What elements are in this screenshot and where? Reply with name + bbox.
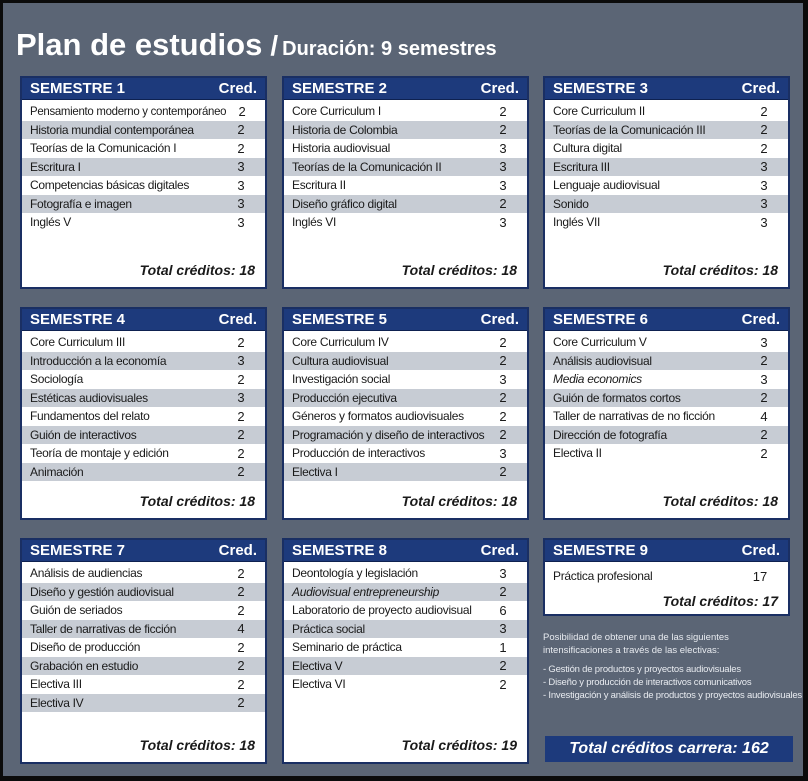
- course-credits: 2: [499, 390, 507, 406]
- course-credits: 2: [499, 103, 507, 119]
- course-name: Guión de seriados: [30, 603, 123, 618]
- course-credits: 3: [237, 390, 245, 406]
- course-name: Producción de interactivos: [292, 446, 425, 461]
- course-name: Core Curriculum II: [553, 104, 645, 119]
- course-credits: 2: [237, 334, 245, 350]
- semester-card: [282, 538, 529, 764]
- course-credits: 2: [237, 695, 245, 711]
- course-row: [22, 370, 265, 389]
- semester-title: SEMESTRE 8: [292, 542, 388, 559]
- course-credits: 4: [760, 408, 768, 424]
- semester-card: [20, 307, 267, 520]
- course-name: Fotografía e imagen: [30, 196, 132, 211]
- course-row: [22, 694, 265, 713]
- semester-card: [20, 76, 267, 289]
- curriculum-page: [3, 3, 803, 776]
- course-credits: 2: [499, 353, 507, 369]
- semester-header: [284, 78, 527, 100]
- course-credits: 1: [499, 639, 507, 655]
- course-row: [22, 620, 265, 639]
- course-row: [284, 426, 527, 445]
- course-name: Electiva V: [292, 658, 343, 673]
- course-credits: 2: [760, 390, 768, 406]
- semester-title: SEMESTRE 5: [292, 311, 388, 328]
- course-row: [22, 121, 265, 140]
- course-credits: 3: [760, 159, 768, 175]
- course-credits: 2: [499, 584, 507, 600]
- course-row: [284, 583, 527, 602]
- course-credits: 2: [760, 427, 768, 443]
- course-name: Guión de formatos cortos: [553, 390, 681, 405]
- course-list: [545, 331, 788, 463]
- credits-column-label: Cred.: [741, 80, 780, 97]
- course-row: [22, 638, 265, 657]
- course-credits: 2: [237, 639, 245, 655]
- credits-column-label: Cred.: [218, 80, 257, 97]
- course-credits: 2: [760, 103, 768, 119]
- semester-title: SEMESTRE 9: [553, 542, 649, 559]
- course-row: [22, 426, 265, 445]
- semester-title: SEMESTRE 3: [553, 80, 649, 97]
- course-row: [284, 620, 527, 639]
- course-name: Práctica social: [292, 621, 365, 636]
- course-credits: 6: [499, 602, 507, 618]
- course-credits: 2: [499, 408, 507, 424]
- note-list: [543, 663, 801, 702]
- semester-header: [545, 540, 788, 562]
- course-credits: 2: [237, 565, 245, 581]
- course-row: [545, 102, 788, 121]
- course-name: Lenguaje audiovisual: [553, 178, 660, 193]
- course-credits: 2: [237, 584, 245, 600]
- course-row: [22, 213, 265, 232]
- course-row: [22, 158, 265, 177]
- course-list: [22, 562, 265, 712]
- course-name: Taller de narrativas de no ficción: [553, 409, 715, 424]
- course-name: Sociología: [30, 372, 84, 387]
- intensification-note: [543, 631, 801, 702]
- career-total-banner: Total créditos carrera: 162: [545, 736, 793, 762]
- course-credits: 2: [760, 140, 768, 156]
- course-credits: 3: [237, 214, 245, 230]
- course-row: [545, 158, 788, 177]
- course-name: Diseño y gestión audiovisual: [30, 584, 174, 599]
- course-credits: 2: [237, 445, 245, 461]
- course-credits: 3: [760, 177, 768, 193]
- semester-card: [543, 307, 790, 520]
- course-list: [545, 562, 788, 586]
- course-row: [284, 444, 527, 463]
- course-credits: 4: [237, 621, 245, 637]
- course-name: Seminario de práctica: [292, 640, 402, 655]
- course-credits: 2: [499, 658, 507, 674]
- semester-card: [20, 538, 267, 764]
- credits-column-label: Cred.: [741, 311, 780, 328]
- course-credits: 2: [238, 103, 246, 119]
- course-name: Escritura I: [30, 159, 81, 174]
- semester-header: [22, 540, 265, 562]
- course-row: [284, 333, 527, 352]
- course-credits: 3: [499, 140, 507, 156]
- course-row: [284, 657, 527, 676]
- course-row: [22, 463, 265, 482]
- course-name: Fundamentos del relato: [30, 409, 150, 424]
- semester-card: [543, 538, 790, 616]
- course-row: [284, 407, 527, 426]
- course-row: [545, 444, 788, 463]
- course-name: Análisis de audiencias: [30, 566, 143, 581]
- course-name: Deontología y legislación: [292, 566, 418, 581]
- course-row: [22, 139, 265, 158]
- course-row: [284, 102, 527, 121]
- course-name: Guión de interactivos: [30, 427, 137, 442]
- course-row: [22, 352, 265, 371]
- credits-column-label: Cred.: [480, 311, 519, 328]
- course-row: [284, 158, 527, 177]
- course-list: [22, 100, 265, 232]
- semester-total: Total créditos: 18: [401, 262, 517, 278]
- course-row: [284, 213, 527, 232]
- course-credits: 2: [237, 658, 245, 674]
- course-name: Taller de narrativas de ficción: [30, 621, 177, 636]
- note-item: - Investigación y análisis de productos y proyectos audiovisuales: [543, 690, 802, 701]
- course-row: [545, 213, 788, 232]
- credits-column-label: Cred.: [741, 542, 780, 559]
- course-row: [545, 333, 788, 352]
- course-name: Core Curriculum V: [553, 335, 647, 350]
- course-credits: 2: [237, 427, 245, 443]
- course-name: Producción ejecutiva: [292, 390, 397, 405]
- course-row: [284, 176, 527, 195]
- course-credits: 3: [499, 371, 507, 387]
- course-name: Electiva I: [292, 464, 338, 479]
- course-list: [284, 562, 527, 694]
- course-name: Competencias básicas digitales: [30, 178, 190, 193]
- course-name: Electiva IV: [30, 695, 84, 710]
- course-credits: 3: [760, 214, 768, 230]
- course-name: Teorías de la Comunicación II: [292, 159, 442, 174]
- course-name: Diseño de producción: [30, 640, 141, 655]
- semester-total: Total créditos: 17: [662, 593, 778, 609]
- course-credits: 3: [237, 159, 245, 175]
- course-credits: 2: [237, 408, 245, 424]
- page-title: [16, 27, 497, 66]
- course-credits: 2: [499, 464, 507, 480]
- course-row: [284, 389, 527, 408]
- credits-column-label: Cred.: [218, 542, 257, 559]
- course-name: Dirección de fotografía: [553, 427, 667, 442]
- course-name: Escritura II: [292, 178, 346, 193]
- course-credits: 3: [237, 196, 245, 212]
- semester-card: [543, 76, 790, 289]
- course-name: Inglés VI: [292, 215, 336, 230]
- course-credits: 3: [499, 177, 507, 193]
- course-row: [22, 195, 265, 214]
- course-name: Inglés VII: [553, 215, 601, 230]
- course-list: [284, 331, 527, 481]
- note-intro: Posibilidad de obtener una de las siguientes intensificaciones a través de las electivas:: [543, 632, 729, 656]
- course-name: Teorías de la Comunicación III: [553, 122, 706, 137]
- course-credits: 3: [499, 214, 507, 230]
- note-item: - Gestión de productos y proyectos audiovisuales: [543, 664, 741, 675]
- credits-column-label: Cred.: [480, 542, 519, 559]
- course-name: Géneros y formatos audiovisuales: [292, 409, 464, 424]
- title-duration: Duración: 9 semestres: [282, 38, 497, 60]
- course-credits: 2: [237, 464, 245, 480]
- course-name: Animación: [30, 464, 84, 479]
- course-row: [284, 564, 527, 583]
- course-row: [284, 370, 527, 389]
- course-name: Escritura III: [553, 159, 610, 174]
- semester-total: Total créditos: 18: [662, 262, 778, 278]
- course-name: Historia audiovisual: [292, 141, 391, 156]
- course-credits: 2: [760, 122, 768, 138]
- course-row: [22, 389, 265, 408]
- course-name: Cultura audiovisual: [292, 353, 389, 368]
- course-credits: 3: [760, 334, 768, 350]
- semester-total: Total créditos: 18: [401, 493, 517, 509]
- course-row: [284, 195, 527, 214]
- course-row: [545, 389, 788, 408]
- semester-card: [282, 307, 529, 520]
- course-name: Audiovisual entrepreneurship: [292, 584, 440, 599]
- course-row: [284, 675, 527, 694]
- course-name: Estéticas audiovisuales: [30, 390, 148, 405]
- semester-header: [545, 78, 788, 100]
- course-credits: 2: [237, 371, 245, 387]
- semester-total: Total créditos: 19: [401, 737, 517, 753]
- course-credits: 2: [499, 334, 507, 350]
- course-credits: 2: [237, 676, 245, 692]
- course-row: [545, 121, 788, 140]
- course-credits: 2: [237, 602, 245, 618]
- course-row: [284, 601, 527, 620]
- semester-total: Total créditos: 18: [139, 737, 255, 753]
- course-row: [22, 601, 265, 620]
- semester-header: [284, 309, 527, 331]
- course-name: Sonido: [553, 196, 589, 211]
- course-credits: 2: [237, 140, 245, 156]
- course-row: [545, 370, 788, 389]
- course-row: [545, 407, 788, 426]
- course-name: Historia mundial contemporánea: [30, 122, 194, 137]
- credits-column-label: Cred.: [218, 311, 257, 328]
- course-row: [545, 426, 788, 445]
- course-credits: 3: [760, 371, 768, 387]
- semester-total: Total créditos: 18: [662, 493, 778, 509]
- course-name: Investigación social: [292, 372, 391, 387]
- course-list: [284, 100, 527, 232]
- course-name: Análisis audiovisual: [553, 353, 652, 368]
- course-credits: 3: [499, 159, 507, 175]
- course-name: Electiva II: [553, 446, 602, 461]
- title-separator: /: [270, 30, 279, 61]
- course-list: [545, 100, 788, 232]
- course-credits: 2: [499, 676, 507, 692]
- course-credits: 17: [752, 568, 768, 584]
- course-name: Core Curriculum III: [30, 335, 125, 350]
- course-credits: 2: [760, 353, 768, 369]
- course-row: [545, 567, 788, 586]
- course-name: Laboratorio de proyecto audiovisual: [292, 603, 472, 618]
- course-credits: 3: [237, 177, 245, 193]
- course-name: Core Curriculum IV: [292, 335, 389, 350]
- course-list: [22, 331, 265, 481]
- course-name: Grabación en estudio: [30, 658, 139, 673]
- course-credits: 3: [760, 196, 768, 212]
- course-row: [22, 675, 265, 694]
- semester-total: Total créditos: 18: [139, 493, 255, 509]
- title-main: Plan de estudios: [16, 27, 263, 62]
- course-row: [22, 564, 265, 583]
- semester-header: [22, 309, 265, 331]
- note-item: - Diseño y producción de interactivos comunicativos: [543, 677, 752, 688]
- course-credits: 3: [499, 445, 507, 461]
- course-name: Cultura digital: [553, 141, 622, 156]
- semester-title: SEMESTRE 2: [292, 80, 388, 97]
- course-name: Diseño gráfico digital: [292, 196, 397, 211]
- course-name: Electiva III: [30, 677, 82, 692]
- semester-title: SEMESTRE 4: [30, 311, 126, 328]
- course-name: Teorías de la Comunicación I: [30, 141, 177, 156]
- course-row: [22, 102, 265, 121]
- course-row: [22, 333, 265, 352]
- course-name: Historia de Colombia: [292, 122, 398, 137]
- course-row: [22, 444, 265, 463]
- course-credits: 2: [760, 445, 768, 461]
- course-row: [545, 176, 788, 195]
- semester-header: [22, 78, 265, 100]
- course-credits: 2: [499, 122, 507, 138]
- semester-header: [284, 540, 527, 562]
- course-credits: 3: [237, 353, 245, 369]
- course-row: [22, 407, 265, 426]
- course-row: [284, 638, 527, 657]
- credits-column-label: Cred.: [480, 80, 519, 97]
- semester-header: [545, 309, 788, 331]
- course-credits: 2: [499, 427, 507, 443]
- course-name: Teoría de montaje y edición: [30, 446, 169, 461]
- course-name: Práctica profesional: [553, 569, 653, 584]
- course-name: Media economics: [553, 372, 642, 387]
- course-name: Programación y diseño de interactivos: [292, 427, 485, 442]
- course-row: [284, 463, 527, 482]
- course-row: [545, 195, 788, 214]
- course-row: [22, 583, 265, 602]
- course-credits: 3: [499, 565, 507, 581]
- course-credits: 2: [237, 122, 245, 138]
- semester-total: Total créditos: 18: [139, 262, 255, 278]
- course-row: [545, 139, 788, 158]
- course-row: [284, 352, 527, 371]
- course-credits: 2: [499, 196, 507, 212]
- course-name: Pensamiento moderno y contemporáneo: [30, 104, 227, 119]
- course-row: [284, 121, 527, 140]
- semester-card: [282, 76, 529, 289]
- course-name: Electiva VI: [292, 677, 346, 692]
- semester-title: SEMESTRE 6: [553, 311, 649, 328]
- semester-title: SEMESTRE 7: [30, 542, 126, 559]
- course-name: Inglés V: [30, 215, 71, 230]
- course-row: [22, 657, 265, 676]
- semester-title: SEMESTRE 1: [30, 80, 126, 97]
- course-row: [284, 139, 527, 158]
- course-name: Introducción a la economía: [30, 353, 167, 368]
- course-row: [545, 352, 788, 371]
- course-row: [22, 176, 265, 195]
- course-credits: 3: [499, 621, 507, 637]
- course-name: Core Curriculum I: [292, 104, 381, 119]
